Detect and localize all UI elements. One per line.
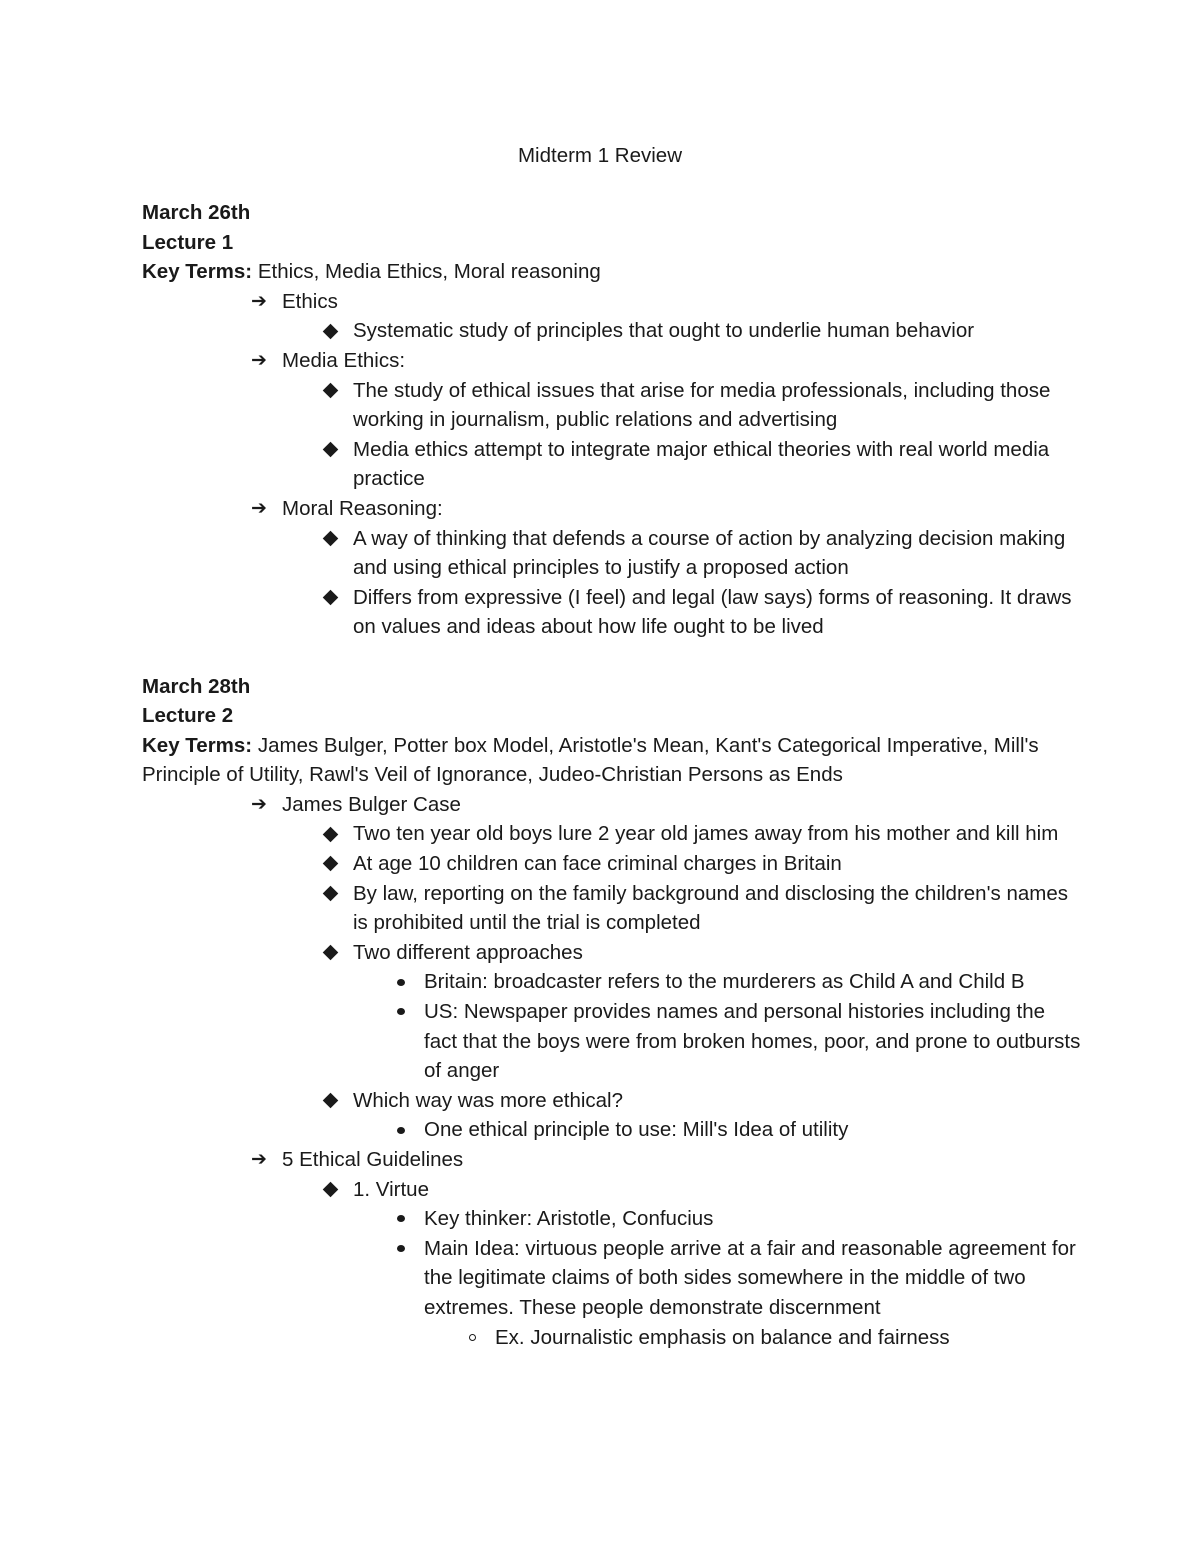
list-item: One ethical principle to use: Mill's Idea of utility bbox=[142, 1115, 1082, 1145]
diamond-bullet-icon bbox=[317, 879, 343, 909]
diamond-bullet-icon bbox=[317, 316, 343, 346]
key-terms-line bbox=[142, 257, 1082, 287]
diamond-bullet-icon bbox=[317, 1175, 343, 1205]
list-item: Britain: broadcaster refers to the murderers as Child A and Child B bbox=[142, 967, 1082, 997]
diamond-bullet-icon bbox=[317, 819, 343, 849]
arrow-bullet-icon: ➔ bbox=[251, 290, 267, 312]
section-lecture: Lecture 2 bbox=[142, 704, 234, 728]
document-title: Midterm 1 Review bbox=[517, 144, 683, 167]
list-item: Two ten year old boys lure 2 year old james away from his mother and kill him bbox=[142, 819, 1082, 849]
list-item: ➔ 5 Ethical Guidelines bbox=[142, 1145, 1082, 1175]
section-march-28 bbox=[142, 672, 1082, 1353]
list-item: Systematic study of principles that ought to underlie human behavior bbox=[142, 316, 1082, 346]
diamond-bullet-icon bbox=[317, 849, 343, 879]
dot-bullet-icon bbox=[388, 1234, 414, 1264]
list-item: Ex. Journalistic emphasis on balance and fairness bbox=[142, 1323, 1082, 1353]
list-item: By law, reporting on the family background and disclosing the children's names is prohibited until the trial is completed bbox=[142, 879, 1082, 938]
section-spacer bbox=[142, 642, 1082, 672]
dot-bullet-icon bbox=[388, 1204, 414, 1234]
key-terms-label: Key Terms: bbox=[142, 260, 253, 284]
list-item: Media ethics attempt to integrate major ethical theories with real world media practice bbox=[142, 435, 1082, 494]
list-item: Main Idea: virtuous people arrive at a fair and reasonable agreement for the legitimate claims of both sides somewhere in the middle of two extremes. These people demonstrate discernment bbox=[142, 1234, 1082, 1323]
list-item: Which way was more ethical? bbox=[142, 1086, 1082, 1116]
section-march-26 bbox=[142, 198, 1082, 642]
diamond-bullet-icon bbox=[317, 524, 343, 554]
diamond-bullet-icon bbox=[317, 1086, 343, 1116]
list-item: ➔ James Bulger Case bbox=[142, 790, 1082, 820]
list-item: The study of ethical issues that arise for media professionals, including those working in journalism, public relations and advertising bbox=[142, 376, 1082, 435]
diamond-bullet-icon bbox=[317, 938, 343, 968]
key-terms-label: Key Terms: bbox=[142, 733, 253, 757]
list-item: Key thinker: Aristotle, Confucius bbox=[142, 1204, 1082, 1234]
list-item: Differs from expressive (I feel) and legal (law says) forms of reasoning. It draws on values and ideas about how life ought to be lived bbox=[142, 583, 1082, 642]
list-item: A way of thinking that defends a course of action by analyzing decision making and using ethical principles to justify a proposed action bbox=[142, 524, 1082, 583]
list-item: US: Newspaper provides names and personal histories including the fact that the boys were from broken homes, poor, and prone to outbursts of anger bbox=[142, 997, 1082, 1086]
section-lecture: Lecture 1 bbox=[142, 230, 234, 254]
dot-bullet-icon bbox=[388, 967, 414, 997]
diamond-bullet-icon bbox=[317, 583, 343, 613]
diamond-bullet-icon bbox=[317, 376, 343, 406]
dot-bullet-icon bbox=[388, 997, 414, 1027]
list-item: ➔ Ethics bbox=[142, 287, 1082, 317]
list-item: 1. Virtue bbox=[142, 1175, 1082, 1205]
list-item: At age 10 children can face criminal charges in Britain bbox=[142, 849, 1082, 879]
circle-bullet-icon bbox=[459, 1323, 485, 1353]
arrow-bullet-icon: ➔ bbox=[251, 349, 267, 371]
arrow-bullet-icon: ➔ bbox=[251, 793, 267, 815]
list-item: Two different approaches bbox=[142, 938, 1082, 968]
document-body bbox=[142, 198, 1082, 1352]
section-date: March 26th bbox=[142, 201, 251, 224]
section-date: March 28th bbox=[142, 674, 251, 698]
diamond-bullet-icon bbox=[317, 435, 343, 465]
list-item: ➔ Media Ethics: bbox=[142, 346, 1082, 376]
list-item: ➔ Moral Reasoning: bbox=[142, 494, 1082, 524]
arrow-bullet-icon: ➔ bbox=[251, 497, 267, 519]
key-terms-line bbox=[142, 731, 1082, 790]
key-terms-text: Ethics, Media Ethics, Moral reasoning bbox=[252, 260, 601, 284]
dot-bullet-icon bbox=[388, 1115, 414, 1145]
key-terms-text: James Bulger, Potter box Model, Aristotle's Mean, Kant's Categorical Imperative, Mill's Principle of Utility, Rawl's Veil of Ignorance, Judeo-Christian Persons as Ends bbox=[142, 733, 1039, 787]
arrow-bullet-icon: ➔ bbox=[251, 1149, 267, 1170]
